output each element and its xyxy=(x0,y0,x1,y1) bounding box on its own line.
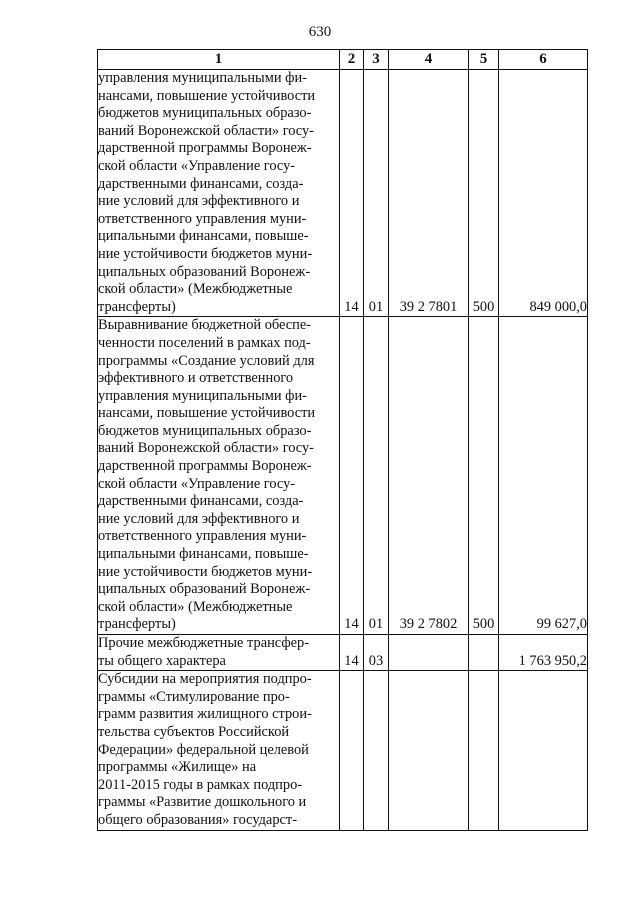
section-code: 14 xyxy=(340,70,364,317)
expense-type-code xyxy=(469,635,499,671)
description-line: эффективного и ответственного xyxy=(98,370,294,387)
expense-type-code xyxy=(469,671,499,830)
target-article-code: 39 2 7802 xyxy=(389,317,469,635)
row-description xyxy=(98,635,340,671)
description-line: ципальных образований Воронеж- xyxy=(98,581,311,598)
amount: 99 627,0 xyxy=(499,317,588,635)
amount: 849 000,0 xyxy=(499,70,588,317)
row-description xyxy=(98,317,340,635)
description-line: ваний Воронежской области» госу- xyxy=(98,122,314,139)
subsection-code: 01 xyxy=(364,70,389,317)
description-line: ципальных образований Воронеж- xyxy=(98,263,311,280)
table-row xyxy=(98,635,588,671)
description-line: ченности поселений в рамках под- xyxy=(98,334,311,351)
description-line: ской области «Управление госу- xyxy=(98,157,296,174)
amount: 1 763 950,2 xyxy=(499,635,588,671)
description-line: ние устойчивости бюджетов муни- xyxy=(98,245,313,262)
description-line: Субсидии на мероприятия подпро- xyxy=(98,671,312,688)
header-col-1: 1 xyxy=(98,50,340,70)
description-line: ваний Воронежской области» госу- xyxy=(98,440,314,457)
description-line: программы «Создание условий для xyxy=(98,352,315,369)
table-row xyxy=(98,671,588,830)
amount xyxy=(499,671,588,830)
description-line: дарственной программы Воронеж- xyxy=(98,140,312,157)
header-col-5: 5 xyxy=(469,50,499,70)
description-line: управления муниципальными фи- xyxy=(98,70,307,86)
subsection-code: 01 xyxy=(364,317,389,635)
description-line: тельства субъектов Российской xyxy=(98,723,290,740)
description-line: граммы «Стимулирование про- xyxy=(98,688,290,705)
description-line: ние условий для эффективного и xyxy=(98,193,300,210)
description-line: грамм развития жилищного строи- xyxy=(98,706,312,723)
page-number: 630 xyxy=(308,24,332,40)
description-line: ской области» (Межбюджетные xyxy=(98,598,293,615)
section-code xyxy=(340,671,364,830)
header-col-4: 4 xyxy=(389,50,469,70)
description-line: управления муниципальными фи- xyxy=(98,387,307,404)
description-line: дарственной программы Воронеж- xyxy=(98,458,312,475)
target-article-code: 39 2 7801 xyxy=(389,70,469,317)
description-line: Выравнивание бюджетной обеспе- xyxy=(98,317,312,334)
section-code: 14 xyxy=(340,635,364,671)
description-line: Федерации» федеральной целевой xyxy=(98,741,309,758)
description-line: ние устойчивости бюджетов муни- xyxy=(98,563,313,580)
target-article-code xyxy=(389,635,469,671)
description-line: Прочие межбюджетные трансфер- xyxy=(98,635,310,651)
description-line: общего образования» государст- xyxy=(98,811,297,828)
description-line: ответственного управления муни- xyxy=(98,528,307,545)
description-line: ответственного управления муни- xyxy=(98,210,307,227)
header-col-3: 3 xyxy=(364,50,389,70)
subsection-code: 03 xyxy=(364,635,389,671)
description-line: граммы «Развитие дошкольного и xyxy=(98,794,307,811)
subsection-code xyxy=(364,671,389,830)
description-line: бюджетов муниципальных образо- xyxy=(98,422,312,439)
description-line: дарственными финансами, созда- xyxy=(98,493,304,510)
header-col-2: 2 xyxy=(340,50,364,70)
description-line: ской области» (Межбюджетные xyxy=(98,281,293,298)
table-row xyxy=(98,70,588,317)
section-code: 14 xyxy=(340,317,364,635)
budget-table xyxy=(97,49,588,831)
description-line: ципальными финансами, повыше- xyxy=(98,228,309,245)
description-line: ской области «Управление госу- xyxy=(98,475,296,492)
description-line: 2011-2015 годы в рамках подпро- xyxy=(98,776,303,793)
description-line: нансами, повышение устойчивости xyxy=(98,87,316,104)
row-description xyxy=(98,70,340,317)
table-row xyxy=(98,317,588,635)
description-line: трансферты) xyxy=(98,298,176,315)
description-line: трансферты) xyxy=(98,616,176,633)
description-line: бюджетов муниципальных образо- xyxy=(98,105,312,122)
description-line: ты общего характера xyxy=(98,652,226,669)
expense-type-code: 500 xyxy=(469,317,499,635)
description-line: дарственными финансами, созда- xyxy=(98,175,304,192)
target-article-code xyxy=(389,671,469,830)
header-col-6: 6 xyxy=(499,50,588,70)
description-line: ние условий для эффективного и xyxy=(98,510,300,527)
description-line: нансами, повышение устойчивости xyxy=(98,405,316,422)
description-line: программы «Жилище» на xyxy=(98,759,257,776)
expense-type-code: 500 xyxy=(469,70,499,317)
description-line: ципальными финансами, повыше- xyxy=(98,546,309,563)
row-description xyxy=(98,671,340,830)
header-row xyxy=(98,50,588,70)
